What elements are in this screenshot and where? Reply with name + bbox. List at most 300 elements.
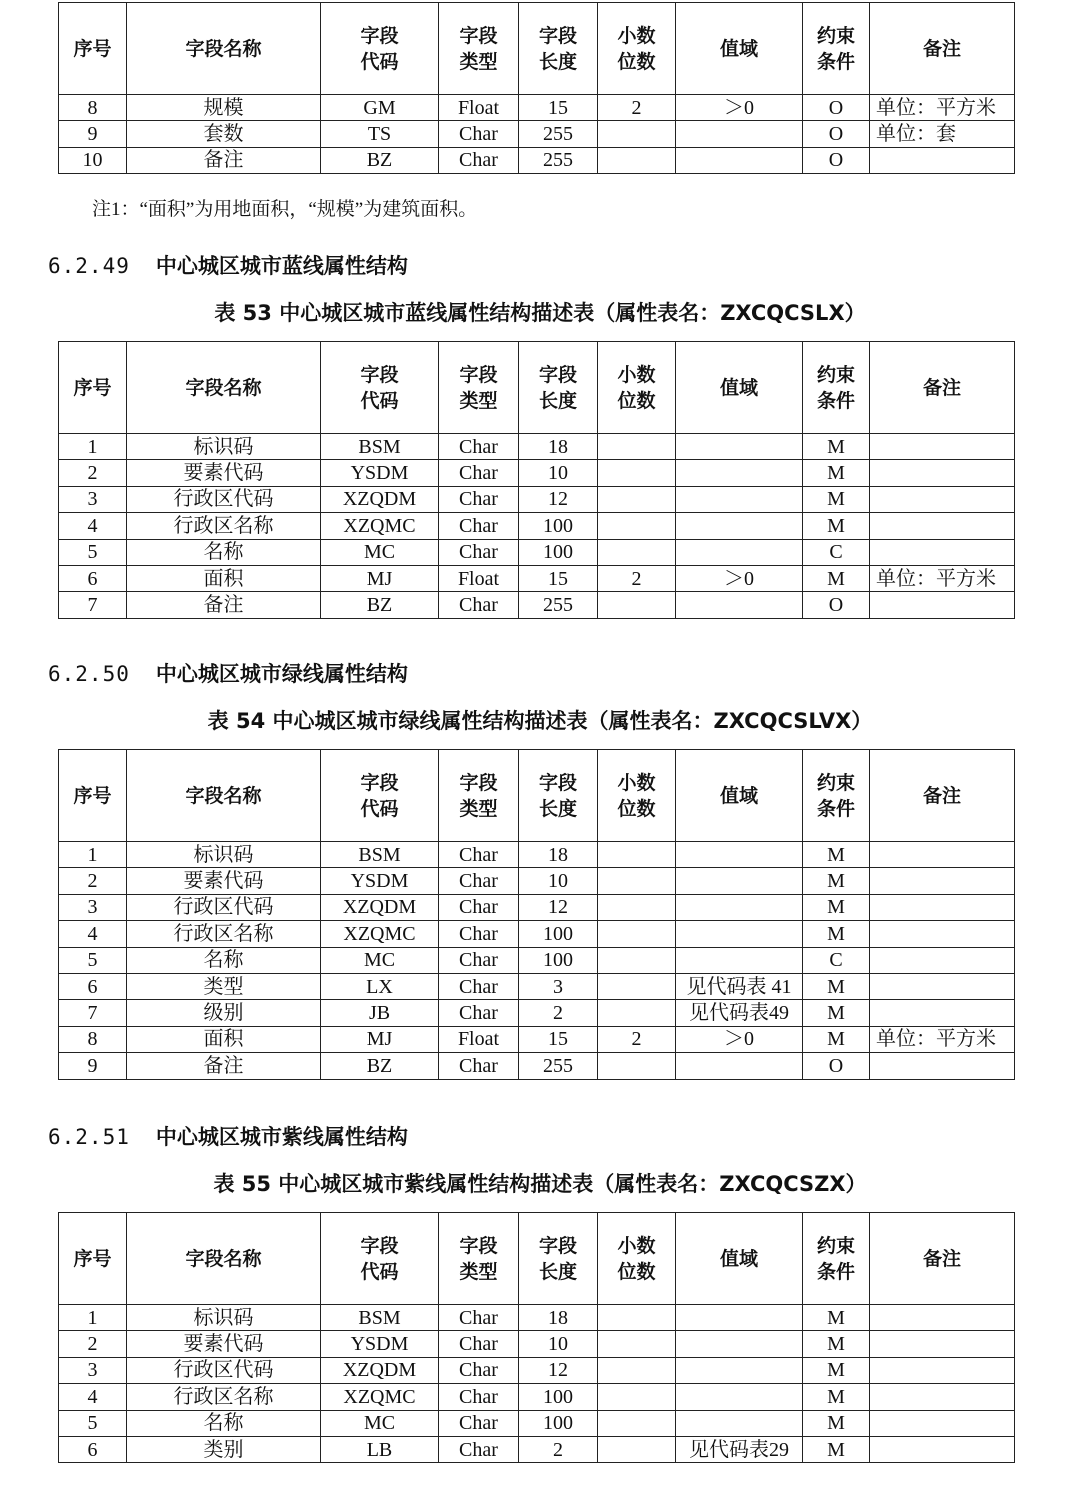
cell-field-code: YSDM [321,1331,439,1357]
header-field-length: 字段 长度 [519,750,598,842]
cell-field-code: BSM [321,842,439,868]
cell-field-code: GM [321,95,439,121]
cell-remark [870,539,1015,565]
cell-constraint: M [803,1026,870,1052]
header-remark: 备注 [870,342,1015,434]
attribute-table-continued [58,2,1015,174]
cell-field-code: XZQDM [321,486,439,512]
cell-seq: 5 [59,1410,127,1436]
cell-remark [870,868,1015,894]
table-body [59,434,1015,619]
cell-field-length: 255 [519,1053,598,1079]
header-field-type: 字段 类型 [439,750,519,842]
header-decimal-places: 小数 位数 [598,3,676,95]
header-field-length: 字段 长度 [519,3,598,95]
table-53-blue-line [58,341,1015,619]
table-54-green-line [58,749,1015,1080]
table-header [59,3,1015,95]
table-row [59,842,1015,868]
cell-field-name: 行政区代码 [127,1357,321,1383]
cell-constraint: M [803,486,870,512]
header-field-code: 字段 代码 [321,342,439,434]
cell-field-name: 行政区名称 [127,921,321,947]
cell-field-length: 18 [519,842,598,868]
header-row [59,750,1015,842]
table-row [59,973,1015,999]
cell-field-type: Char [439,1410,519,1436]
header-field-length: 字段 长度 [519,342,598,434]
cell-field-type: Char [439,1436,519,1462]
table-body [59,95,1015,174]
cell-field-name: 面积 [127,1026,321,1052]
cell-constraint: O [803,121,870,147]
cell-value-domain: 见代码表 41 [676,973,803,999]
cell-value-domain [676,513,803,539]
header-field-type: 字段 类型 [439,1213,519,1305]
cell-field-name: 类型 [127,973,321,999]
cell-remark [870,1305,1015,1331]
cell-field-code: BZ [321,1053,439,1079]
header-value-domain: 值域 [676,750,803,842]
header-field-type: 字段 类型 [439,342,519,434]
cell-remark [870,1053,1015,1079]
cell-value-domain [676,539,803,565]
cell-decimal-places: 2 [598,95,676,121]
cell-field-type: Char [439,973,519,999]
cell-decimal-places [598,1000,676,1026]
cell-field-length: 255 [519,592,598,618]
cell-field-length: 100 [519,1410,598,1436]
cell-field-code: XZQMC [321,513,439,539]
header-constraint: 约束 条件 [803,342,870,434]
cell-remark [870,894,1015,920]
table-row [59,1026,1015,1052]
cell-value-domain [676,868,803,894]
cell-field-code: TS [321,121,439,147]
table-row [59,1053,1015,1079]
section-number: 6.2.49 [48,254,130,278]
cell-field-name: 备注 [127,1053,321,1079]
cell-remark [870,147,1015,173]
cell-field-name: 面积 [127,565,321,591]
cell-field-name: 套数 [127,121,321,147]
table-53-caption: 表 53 中心城区城市蓝线属性结构描述表（属性表名：ZXCQCSLX） [214,301,866,325]
cell-remark [870,1436,1015,1462]
cell-field-type: Char [439,121,519,147]
cell-field-type: Char [439,460,519,486]
cell-field-length: 3 [519,973,598,999]
table-row [59,95,1015,121]
cell-field-name: 标识码 [127,842,321,868]
cell-field-code: MC [321,947,439,973]
cell-field-length: 15 [519,95,598,121]
cell-constraint: O [803,147,870,173]
header-seq: 序号 [59,750,127,842]
cell-field-type: Char [439,434,519,460]
cell-value-domain [676,1410,803,1436]
cell-value-domain: ＞0 [676,95,803,121]
cell-field-length: 100 [519,1384,598,1410]
cell-value-domain [676,592,803,618]
cell-remark: 单位：平方米 [870,565,1015,591]
header-constraint: 约束 条件 [803,3,870,95]
cell-decimal-places [598,513,676,539]
cell-seq: 3 [59,486,127,512]
table-header [59,1213,1015,1305]
cell-constraint: M [803,973,870,999]
cell-constraint: M [803,1357,870,1383]
cell-constraint: O [803,95,870,121]
cell-value-domain [676,434,803,460]
cell-field-length: 100 [519,947,598,973]
table-row [59,1436,1015,1462]
cell-remark [870,973,1015,999]
cell-value-domain [676,147,803,173]
cell-constraint: M [803,1384,870,1410]
cell-value-domain [676,1331,803,1357]
cell-decimal-places [598,947,676,973]
cell-remark [870,1000,1015,1026]
cell-constraint: M [803,921,870,947]
cell-seq: 3 [59,1357,127,1383]
cell-field-length: 12 [519,894,598,920]
table-header [59,342,1015,434]
header-field-code: 字段 代码 [321,750,439,842]
cell-field-code: YSDM [321,460,439,486]
cell-field-length: 2 [519,1436,598,1462]
cell-field-type: Char [439,592,519,618]
cell-decimal-places [598,147,676,173]
cell-seq: 5 [59,947,127,973]
cell-field-length: 15 [519,565,598,591]
cell-decimal-places [598,842,676,868]
cell-field-type: Char [439,539,519,565]
cell-value-domain [676,921,803,947]
cell-remark: 单位：平方米 [870,95,1015,121]
cell-value-domain [676,1357,803,1383]
cell-constraint: M [803,434,870,460]
cell-field-code: XZQDM [321,894,439,920]
cell-field-length: 18 [519,1305,598,1331]
header-decimal-places: 小数 位数 [598,342,676,434]
cell-seq: 4 [59,1384,127,1410]
cell-constraint: M [803,1436,870,1462]
cell-remark [870,1357,1015,1383]
cell-field-name: 名称 [127,947,321,973]
cell-remark [870,434,1015,460]
table-row [59,565,1015,591]
table-row [59,921,1015,947]
cell-field-name: 备注 [127,147,321,173]
cell-field-code: YSDM [321,868,439,894]
cell-field-code: MJ [321,565,439,591]
cell-value-domain [676,1384,803,1410]
header-value-domain: 值域 [676,3,803,95]
cell-constraint: M [803,894,870,920]
cell-seq: 6 [59,973,127,999]
cell-field-type: Char [439,1053,519,1079]
cell-constraint: M [803,1305,870,1331]
cell-field-code: BZ [321,147,439,173]
cell-remark [870,1331,1015,1357]
cell-decimal-places [598,1305,676,1331]
table-row [59,894,1015,920]
cell-remark: 单位：平方米 [870,1026,1015,1052]
cell-field-name: 备注 [127,592,321,618]
cell-constraint: O [803,1053,870,1079]
cell-remark [870,592,1015,618]
table-54-caption: 表 54 中心城区城市绿线属性结构描述表（属性表名：ZXCQCSLVX） [207,709,873,733]
cell-decimal-places [598,921,676,947]
cell-field-name: 行政区名称 [127,513,321,539]
cell-field-name: 行政区代码 [127,894,321,920]
table-row [59,486,1015,512]
cell-decimal-places [598,592,676,618]
cell-constraint: C [803,947,870,973]
header-row [59,1213,1015,1305]
cell-remark [870,947,1015,973]
header-field-name: 字段名称 [127,1213,321,1305]
cell-remark [870,486,1015,512]
header-remark: 备注 [870,750,1015,842]
cell-constraint: M [803,565,870,591]
cell-constraint: M [803,1000,870,1026]
table-footnote: 注1：“面积”为用地面积，“规模”为建筑面积。 [92,199,478,220]
table-row [59,592,1015,618]
cell-field-type: Char [439,947,519,973]
cell-value-domain: ＞0 [676,1026,803,1052]
cell-decimal-places [598,486,676,512]
cell-field-name: 标识码 [127,1305,321,1331]
cell-value-domain: ＞0 [676,565,803,591]
cell-seq: 2 [59,868,127,894]
header-seq: 序号 [59,3,127,95]
cell-field-code: JB [321,1000,439,1026]
cell-decimal-places [598,434,676,460]
cell-seq: 3 [59,894,127,920]
header-value-domain: 值域 [676,342,803,434]
cell-field-code: MC [321,539,439,565]
cell-decimal-places: 2 [598,565,676,591]
table-row [59,1384,1015,1410]
header-seq: 序号 [59,1213,127,1305]
cell-seq: 9 [59,121,127,147]
header-value-domain: 值域 [676,1213,803,1305]
cell-field-type: Char [439,842,519,868]
cell-remark [870,513,1015,539]
cell-constraint: M [803,1410,870,1436]
cell-decimal-places [598,1436,676,1462]
cell-field-code: MC [321,1410,439,1436]
table-row [59,1000,1015,1026]
cell-value-domain [676,1305,803,1331]
cell-field-type: Float [439,95,519,121]
table-header [59,750,1015,842]
cell-decimal-places [598,1410,676,1436]
section-heading-6-2-49 [48,250,408,280]
header-field-name: 字段名称 [127,342,321,434]
table-row [59,460,1015,486]
cell-constraint: M [803,460,870,486]
table-body [59,1305,1015,1463]
cell-remark [870,1410,1015,1436]
cell-field-code: BZ [321,592,439,618]
cell-seq: 9 [59,1053,127,1079]
cell-field-code: LX [321,973,439,999]
cell-constraint: M [803,842,870,868]
table-row [59,539,1015,565]
table-row [59,513,1015,539]
cell-field-name: 要素代码 [127,1331,321,1357]
cell-value-domain [676,121,803,147]
table-row [59,434,1015,460]
cell-field-code: XZQDM [321,1357,439,1383]
cell-field-type: Char [439,513,519,539]
cell-seq: 6 [59,565,127,591]
cell-field-name: 级别 [127,1000,321,1026]
cell-constraint: C [803,539,870,565]
cell-field-code: BSM [321,1305,439,1331]
header-remark: 备注 [870,3,1015,95]
cell-field-length: 100 [519,539,598,565]
section-heading-6-2-51 [48,1121,408,1151]
cell-seq: 1 [59,434,127,460]
cell-field-name: 要素代码 [127,868,321,894]
cell-field-name: 名称 [127,539,321,565]
cell-field-code: BSM [321,434,439,460]
cell-seq: 1 [59,1305,127,1331]
table-55-purple-line [58,1212,1015,1463]
cell-field-length: 2 [519,1000,598,1026]
cell-constraint: M [803,868,870,894]
header-field-length: 字段 长度 [519,1213,598,1305]
cell-decimal-places: 2 [598,1026,676,1052]
cell-seq: 7 [59,1000,127,1026]
header-field-code: 字段 代码 [321,3,439,95]
cell-decimal-places [598,121,676,147]
table-row [59,1410,1015,1436]
cell-seq: 7 [59,592,127,618]
cell-field-type: Char [439,1000,519,1026]
cell-constraint: M [803,513,870,539]
cell-field-length: 15 [519,1026,598,1052]
cell-seq: 8 [59,95,127,121]
header-field-type: 字段 类型 [439,3,519,95]
cell-seq: 5 [59,539,127,565]
table-row [59,1305,1015,1331]
header-decimal-places: 小数 位数 [598,1213,676,1305]
cell-field-type: Char [439,894,519,920]
cell-remark [870,921,1015,947]
cell-field-length: 255 [519,147,598,173]
table-body [59,842,1015,1080]
cell-field-name: 标识码 [127,434,321,460]
header-field-code: 字段 代码 [321,1213,439,1305]
cell-field-type: Char [439,1384,519,1410]
cell-value-domain [676,1053,803,1079]
header-row [59,342,1015,434]
cell-seq: 4 [59,513,127,539]
section-title: 中心城区城市蓝线属性结构 [155,254,408,278]
section-number: 6.2.51 [48,1125,130,1149]
cell-seq: 2 [59,460,127,486]
cell-field-code: MJ [321,1026,439,1052]
cell-value-domain [676,486,803,512]
cell-value-domain: 见代码表29 [676,1436,803,1462]
cell-field-name: 行政区名称 [127,1384,321,1410]
cell-remark [870,1384,1015,1410]
cell-decimal-places [598,894,676,920]
cell-field-type: Char [439,1305,519,1331]
cell-field-length: 100 [519,921,598,947]
cell-seq: 4 [59,921,127,947]
cell-field-type: Char [439,1331,519,1357]
cell-remark [870,842,1015,868]
header-row [59,3,1015,95]
cell-field-name: 名称 [127,1410,321,1436]
cell-value-domain [676,894,803,920]
cell-value-domain [676,947,803,973]
cell-field-code: LB [321,1436,439,1462]
cell-seq: 10 [59,147,127,173]
cell-value-domain [676,460,803,486]
cell-field-type: Float [439,1026,519,1052]
cell-decimal-places [598,1357,676,1383]
cell-field-type: Float [439,565,519,591]
cell-constraint: M [803,1331,870,1357]
table-55-caption: 表 55 中心城区城市紫线属性结构描述表（属性表名：ZXCQCSZX） [213,1172,867,1196]
cell-field-type: Char [439,921,519,947]
cell-seq: 6 [59,1436,127,1462]
cell-value-domain [676,842,803,868]
cell-field-length: 10 [519,460,598,486]
cell-field-type: Char [439,868,519,894]
cell-field-name: 要素代码 [127,460,321,486]
cell-seq: 1 [59,842,127,868]
cell-seq: 8 [59,1026,127,1052]
cell-decimal-places [598,1053,676,1079]
cell-decimal-places [598,460,676,486]
table-row [59,1331,1015,1357]
cell-field-type: Char [439,1357,519,1383]
table-row [59,121,1015,147]
cell-field-length: 100 [519,513,598,539]
cell-field-name: 规模 [127,95,321,121]
header-decimal-places: 小数 位数 [598,750,676,842]
header-constraint: 约束 条件 [803,1213,870,1305]
table-row [59,947,1015,973]
header-constraint: 约束 条件 [803,750,870,842]
cell-field-length: 12 [519,1357,598,1383]
cell-decimal-places [598,1384,676,1410]
cell-field-code: XZQMC [321,1384,439,1410]
cell-constraint: O [803,592,870,618]
header-remark: 备注 [870,1213,1015,1305]
cell-decimal-places [598,1331,676,1357]
table-row [59,147,1015,173]
cell-field-code: XZQMC [321,921,439,947]
cell-decimal-places [598,868,676,894]
cell-remark [870,460,1015,486]
header-seq: 序号 [59,342,127,434]
cell-field-type: Char [439,147,519,173]
cell-decimal-places [598,973,676,999]
cell-field-name: 行政区代码 [127,486,321,512]
table-row [59,1357,1015,1383]
cell-seq: 2 [59,1331,127,1357]
cell-value-domain: 见代码表49 [676,1000,803,1026]
header-field-name: 字段名称 [127,750,321,842]
